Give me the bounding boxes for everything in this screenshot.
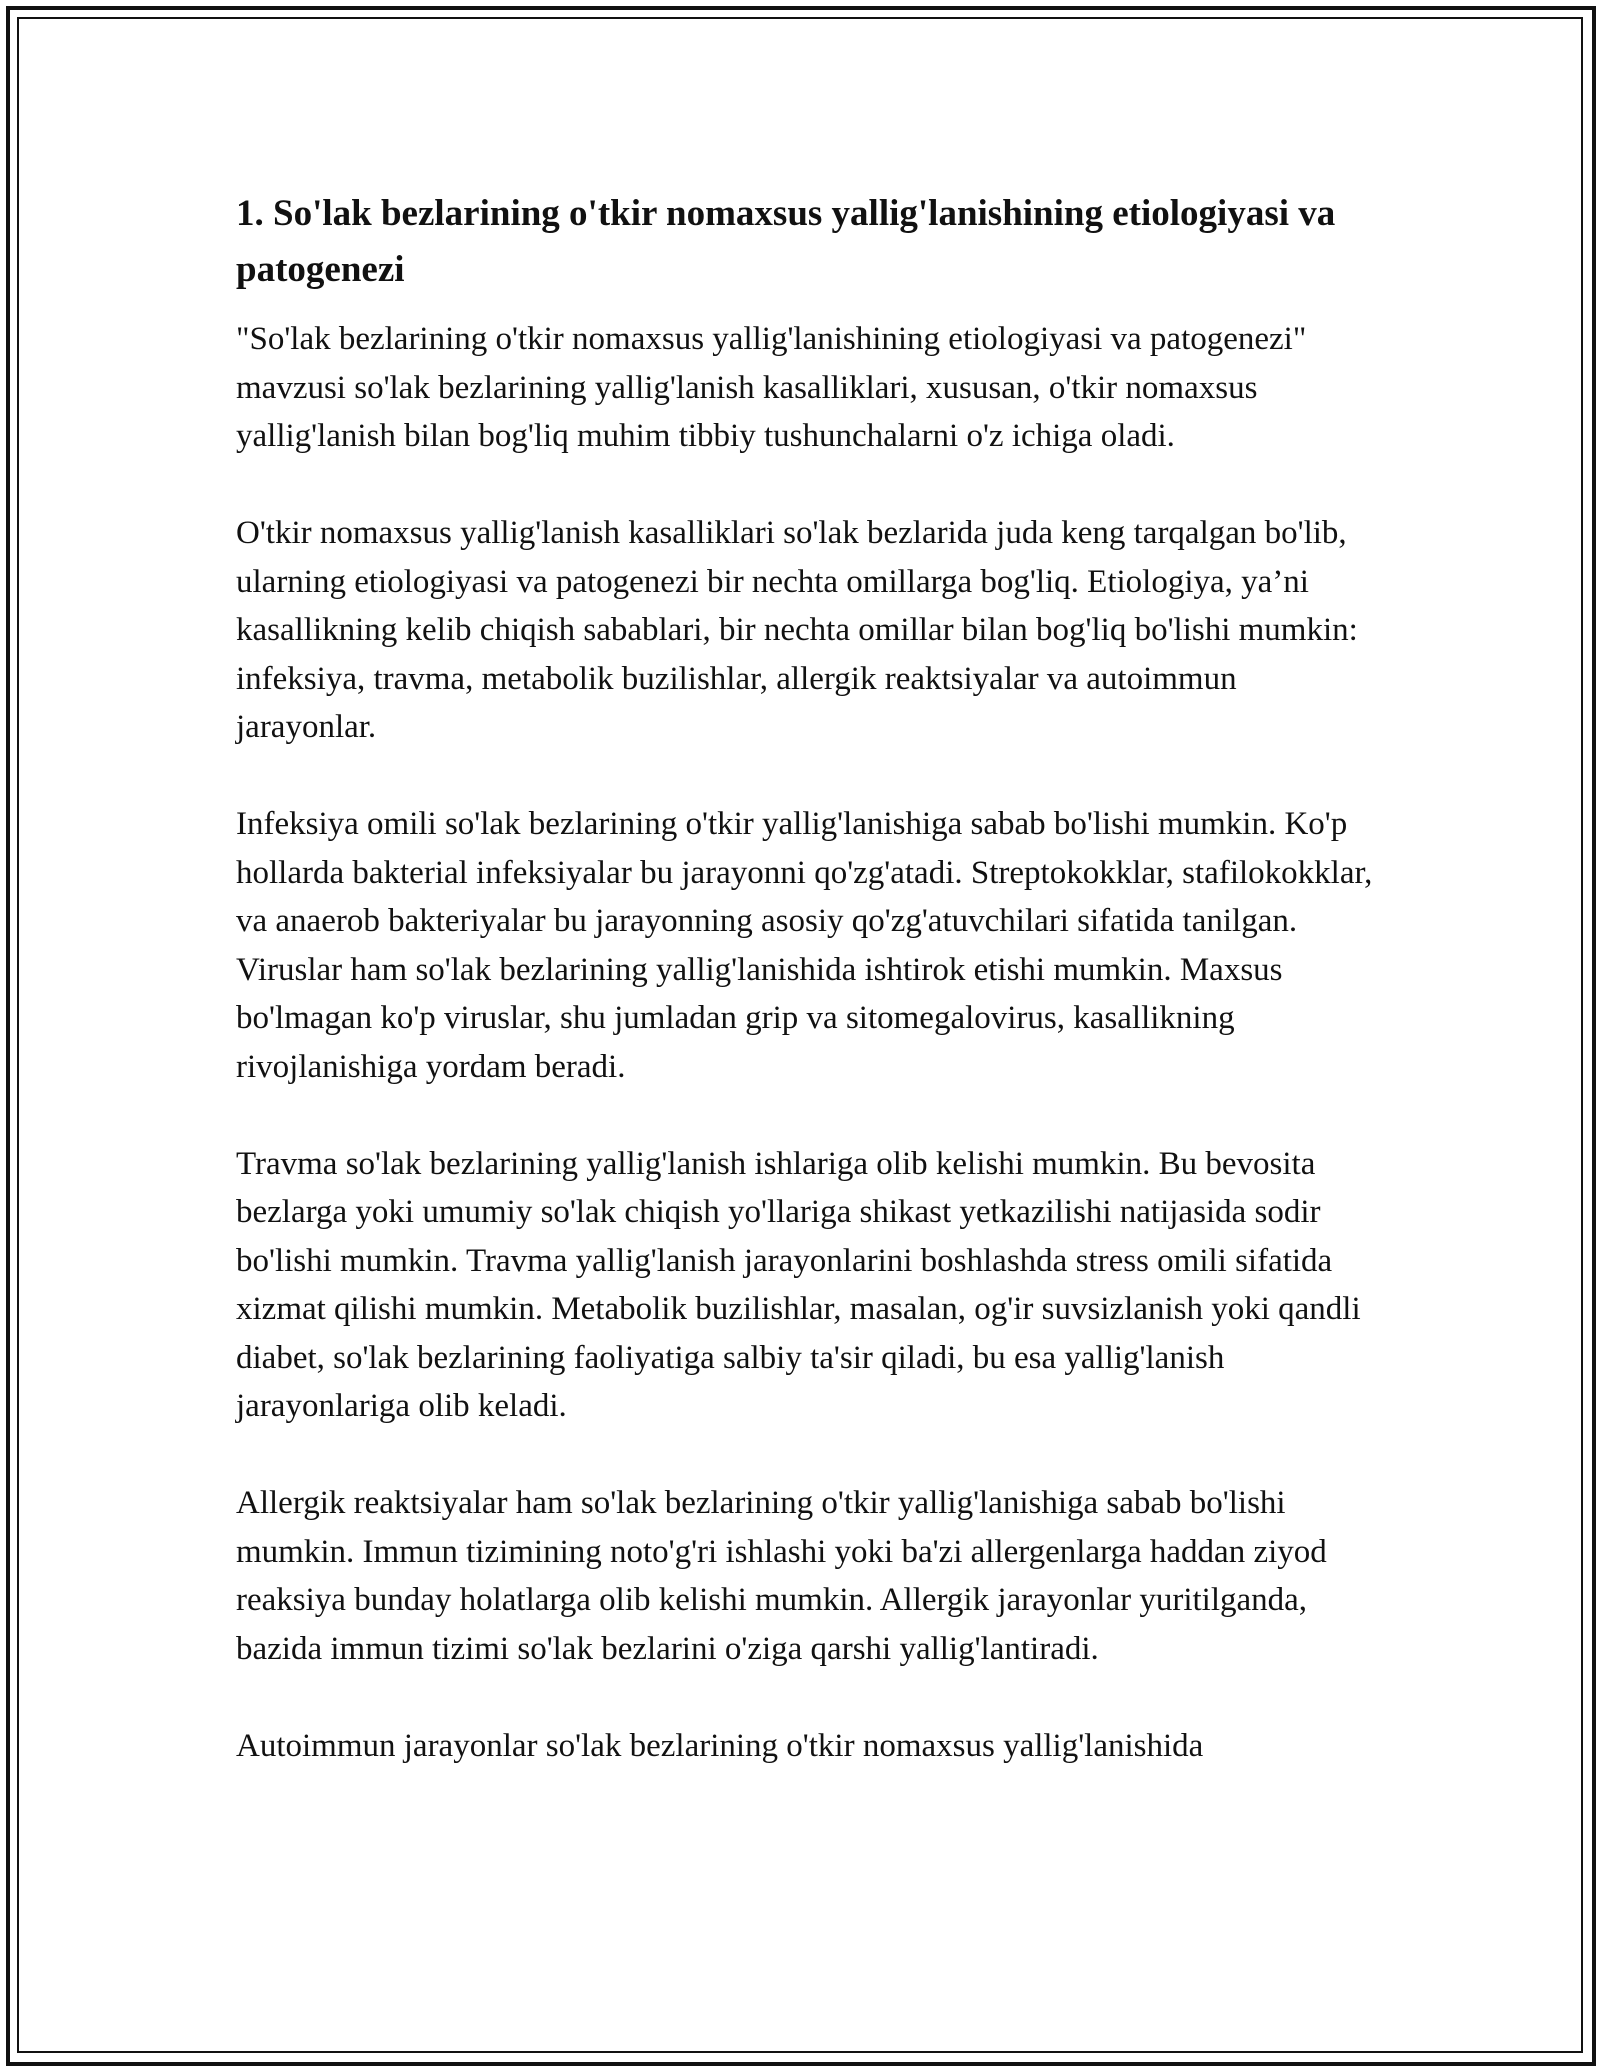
paragraph-etiology: O'tkir nomaxsus yallig'lanish kasalliklari so'lak bezlarida juda keng tarqalgan bo'lib, ularning etiologiyasi va patogenezi bir nechta omillarga bog'liq. Etiologiya, ya’ni kasallikning kelib chiqish sabablari, bir nechta omillar bilan bog'liq bo'lishi mumkin: infeksiya, travma, metabolik buzilishlar, allergik reaktsiyalar va autoimmun jarayonlar.: [236, 515, 1358, 745]
document-body: [236, 186, 1376, 1770]
paragraph-trauma: Travma so'lak bezlarining yallig'lanish ishlariga olib kelishi mumkin. Bu bevosita bezlarga yoki umumiy so'lak chiqish yo'llariga shikast yetkazilishi natijasida sodir bo'lishi mumkin. Travma yallig'lanish jarayonlarini boshlashda stress omili sifatida xizmat qilishi mumkin. Metabolik buzilishlar, masalan, og'ir suvsizlanish yoki qandli diabet, so'lak bezlarining faoliyatiga salbiy ta'sir qiladi, bu esa yallig'lanish jarayonlariga olib keladi.: [236, 1145, 1361, 1424]
paragraph-allergy: Allergik reaktsiyalar ham so'lak bezlarining o'tkir yallig'lanishiga sabab bo'lishi mumkin. Immun tizimining noto'g'ri ishlashi yoki ba'zi allergenlarga haddan ziyod reaksiya bunday holatlarga olib kelishi mumkin. Allergik jarayonlar yuritilganda, bazida immun tizimi so'lak bezlarini o'ziga qarshi yallig'lantiradi.: [236, 1485, 1327, 1667]
paragraph-infection: Infeksiya omili so'lak bezlarining o'tkir yallig'lanishiga sabab bo'lishi mumkin. Ko'p hollarda bakterial infeksiyalar bu jarayonni qo'zg'atadi. Streptokokklar, stafilokokklar, va anaerob bakteriyalar bu jarayonning asosiy qo'zg'atuvchilari sifatida tanilgan. Viruslar ham so'lak bezlarining yallig'lanishida ishtirok etishi mumkin. Maxsus bo'lmagan ko'p viruslar, shu jumladan grip va sitomegalovirus, kasallikning rivojlanishiga yordam beradi.: [236, 806, 1373, 1085]
paragraph-intro: "So'lak bezlarining o'tkir nomaxsus yallig'lanishining etiologiyasi va patogenezi" mavzusi so'lak bezlarining yallig'lanish kasalliklari, xususan, o'tkir nomaxsus yallig'lanish bilan bog'liq muhim tibbiy tushunchalarni o'z ichiga oladi.: [236, 321, 1307, 454]
section-heading: 1. So'lak bezlarining o'tkir nomaxsus yallig'lanishining etiologiyasi va patogenezi: [236, 193, 1336, 290]
paragraph-autoimmune: Autoimmun jarayonlar so'lak bezlarining o'tkir nomaxsus yallig'lanishida: [236, 1727, 1204, 1764]
